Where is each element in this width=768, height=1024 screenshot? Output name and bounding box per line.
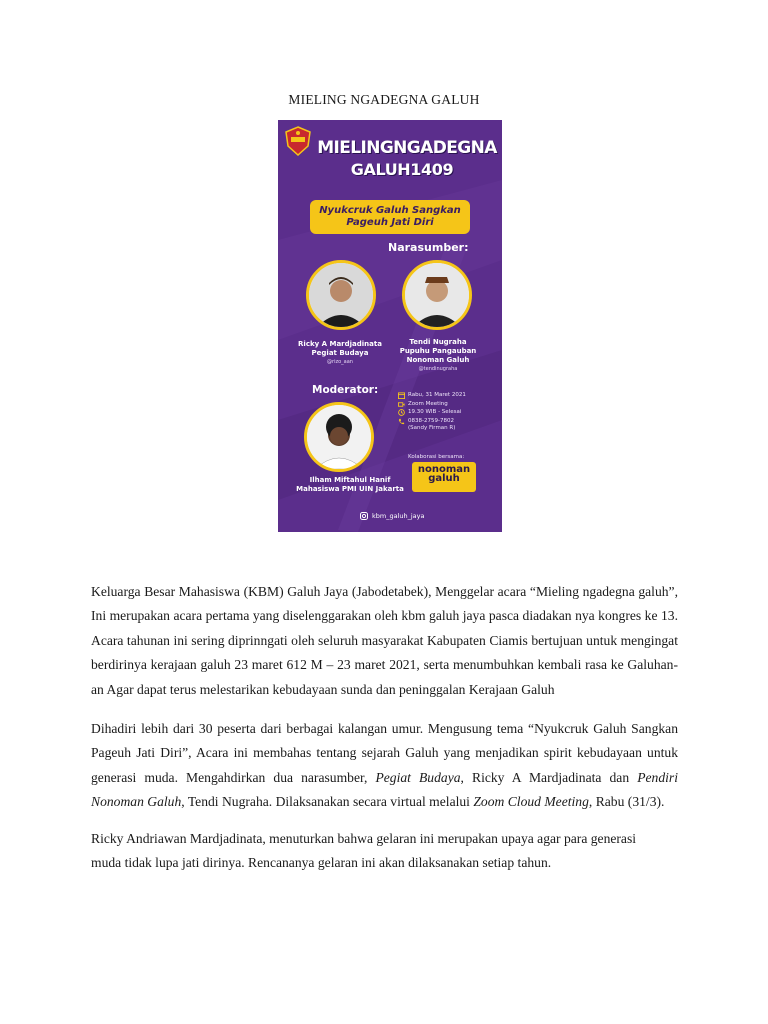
speaker1-role: Pegiat Budaya — [311, 349, 369, 357]
moderator-caption — [288, 476, 412, 494]
paragraph-2-text-g: , Rabu (31/3). — [588, 794, 665, 810]
paragraph-2-text-c: , Ricky A Mardjadinata dan — [460, 769, 638, 785]
event-date-row — [398, 392, 498, 400]
paragraph-2-italic-role1: Pegiat Budaya — [375, 769, 461, 785]
poster-title-line1: MIELINGNGADEGNA — [317, 138, 497, 158]
document-title: MIELING NGADEGNA GALUH — [288, 92, 480, 107]
galuh-crest-icon — [285, 126, 311, 156]
paragraph-3: Ricky Andriawan Mardjadinata, menuturkan bahwa gelaran ini merupakan upaya agar para generasi muda tidak lupa jati dirinya. Rencananya gelaran ini akan dilaksanakan setiap tahun. — [91, 830, 637, 871]
poster-title-line2: GALUH1409 — [350, 160, 454, 179]
calendar-icon — [398, 392, 405, 399]
speakers-label: Narasumber: — [388, 241, 469, 254]
moderator-label: Moderator: — [312, 384, 379, 396]
event-platform-row — [398, 401, 498, 409]
speaker2-handle: @tendinugraha — [418, 366, 458, 372]
instagram-icon — [360, 512, 368, 520]
instagram-handle-row — [360, 512, 425, 520]
speaker2-name: Tendi Nugraha — [409, 338, 467, 346]
paragraph-2-text-e: , Tendi Nugraha. Dilaksanakan secara virtual melalui — [181, 794, 474, 810]
speaker2-role-line1: Pupuhu Pangauban — [399, 347, 477, 355]
poster-theme-banner — [310, 200, 470, 234]
paragraph-2-text-a: Dihadiri lebih dari 30 peserta dari berbagai kalangan umur. Mengusung tema “Nyukcruk Galuh Sangkan Pageuh Jati Diri”, Acara ini membahas tentang sejarah Galuh yang menjadikan spirit kebudayaan untuk generasi muda. Mengahdirkan dua narasumber, — [91, 721, 678, 785]
article-body — [91, 580, 678, 875]
speaker1-photo — [306, 260, 376, 330]
event-time: 19.30 WIB - Selesai — [408, 409, 462, 415]
speaker1-handle: @rizo_aan — [327, 359, 353, 365]
brand-line2: galuh — [428, 473, 460, 484]
paragraph-2-italic-role2: Pendiri Nonoman Galuh — [91, 769, 678, 810]
nonoman-galuh-logo — [412, 462, 476, 492]
clock-icon — [398, 409, 405, 416]
paragraph-1: Keluarga Besar Mahasiswa (KBM) Galuh Jaya (Jabodetabek), Menggelar acara “Mieling ngadegna galuh”, Ini merupakan acara pertama yang diselenggarakan oleh kbm galuh jaya pasca diadakan nya kongres ke 13. Acara tahunan ini sering diprinngati oleh seluruh masyarakat Kabupaten Ciamis bertujuan untuk mengingat berdirinya kerajaan galuh 23 maret 612 M – 23 maret 2021, serta menumbuhkan kembali rasa ke Galuhan-an Agar dapat terus melestarikan kebudayaan sunda dan peninggalan Kerajaan Galuh — [91, 584, 678, 697]
video-icon — [398, 401, 405, 408]
phone-icon — [398, 418, 405, 425]
speaker2-caption — [390, 338, 486, 374]
poster-theme-line1: Nyukcruk Galuh Sangkan — [319, 205, 461, 216]
speaker1-name: Ricky A Mardjadinata — [298, 340, 382, 348]
event-poster — [278, 120, 502, 532]
paragraph-2-italic-platform: Zoom Cloud Meeting — [473, 794, 589, 810]
collab-label: Kolaborasi bersama: — [408, 454, 465, 460]
instagram-handle: kbm_galuh_jaya — [372, 512, 425, 520]
event-platform: Zoom Meeting — [408, 400, 448, 407]
event-contact-phone: 0838-2759-7802 — [408, 417, 454, 424]
event-contact — [408, 418, 455, 433]
speaker1-caption — [292, 340, 388, 367]
brand-line1: nonoman — [417, 464, 471, 475]
event-date: Rabu, 31 Maret 2021 — [408, 392, 466, 398]
poster-theme-line2: Pageuh Jati Diri — [346, 217, 434, 228]
event-info — [398, 392, 498, 434]
moderator-photo — [304, 402, 374, 472]
event-contact-name: (Sandy Firman R) — [408, 425, 456, 431]
event-contact-row — [398, 418, 498, 433]
speaker2-photo — [402, 260, 472, 330]
event-time-row — [398, 409, 498, 417]
paragraph-2 — [91, 717, 678, 815]
moderator-role: Mahasiswa PMI UIN Jakarta — [296, 485, 404, 493]
speaker2-role-line2: Nonoman Galuh — [406, 356, 470, 364]
moderator-name: Ilham Miftahul Hanif — [309, 476, 391, 484]
